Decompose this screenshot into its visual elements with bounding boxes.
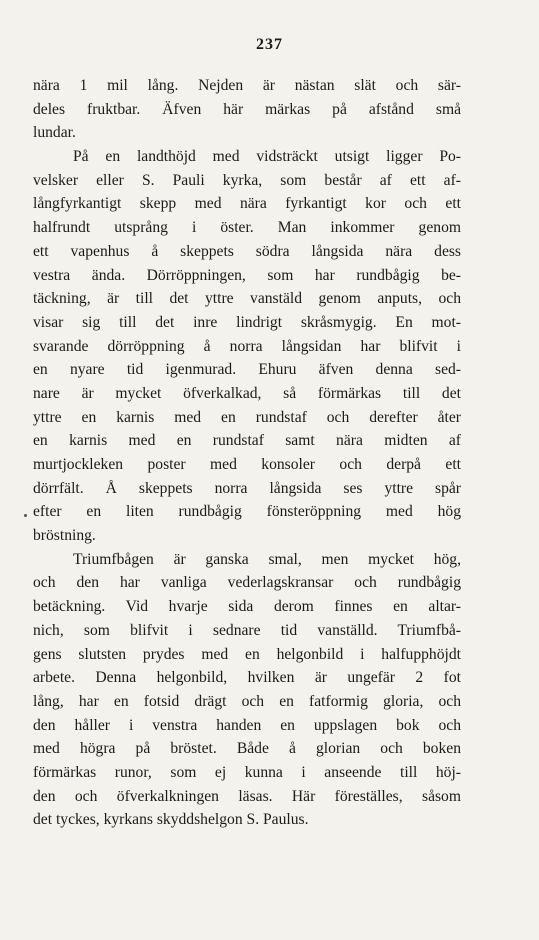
body-text bbox=[33, 74, 461, 832]
text-line: långfyrkantigt skepp med nära fyrkantigt kor och ett bbox=[33, 195, 461, 213]
text-line: lundar. bbox=[33, 124, 76, 142]
text-line: svarande dörröppning å norra långsidan har blifvit i bbox=[33, 337, 461, 355]
text-line: gens slutsten prydes med en helgonbild i halfupphöjdt bbox=[33, 645, 461, 663]
text-line: efter en liten rundbågig fönsteröppning med hög bbox=[33, 503, 461, 521]
text-line: med högra på bröstet. Både å glorian och boken bbox=[33, 740, 461, 758]
text-line: arbete. Denna helgonbild, hvilken är ungefär 2 fot bbox=[33, 669, 461, 687]
text-line: den håller i venstra handen en uppslagen bok och bbox=[33, 716, 461, 734]
text-line: På en landthöjd med vidsträckt utsigt ligger Po- bbox=[73, 148, 461, 166]
text-line: yttre en karnis med en rundstaf och derefter åter bbox=[33, 408, 461, 426]
text-line: det tyckes, kyrkans skyddshelgon S. Paulus. bbox=[33, 811, 309, 829]
text-line: halfrundt utsprång i öster. Man inkommer genom bbox=[33, 219, 461, 237]
text-line: den och öfverkalkningen läsas. Här föreställes, såsom bbox=[33, 787, 461, 805]
text-line: murtjockleken poster med konsoler och derpå ett bbox=[33, 456, 461, 473]
text-line: förmärkas runor, som ej kunna i anseende till höj- bbox=[33, 763, 461, 781]
text-line: nich, som blifvit i sednare tid vanställd. Triumfbå- bbox=[33, 621, 461, 639]
page-number: 237 bbox=[256, 36, 283, 53]
text-line: deles fruktbar. Äfven här märkas på afstånd små bbox=[33, 100, 461, 118]
text-line: en karnis med en rundstaf samt nära midten af bbox=[33, 432, 461, 450]
text-line: en nyare tid igenmurad. Ehuru äfven denna sed- bbox=[33, 361, 461, 379]
text-line: vestra ända. Dörröppningen, som har rundbågig be- bbox=[33, 266, 461, 284]
text-line: betäckning. Vid hvarje sida derom finnes en altar- bbox=[33, 598, 461, 616]
text-line: och den har vanliga vederlagskransar och rundbågig bbox=[33, 574, 461, 592]
text-line: nära 1 mil lång. Nejden är nästan slät och sär- bbox=[33, 77, 461, 94]
text-line: velsker eller S. Pauli kyrka, som består af ett af- bbox=[33, 171, 461, 189]
text-line: ett vapenhus å skeppets södra långsida nära dess bbox=[33, 242, 461, 260]
margin-speck bbox=[24, 514, 27, 517]
text-line: lång, har en fotsid drägt och en fatformig gloria, och bbox=[33, 692, 461, 710]
text-line: visar sig till det inre lindrigt skråsmygig. En mot- bbox=[33, 313, 461, 331]
text-line: Triumfbågen är ganska smal, men mycket hög, bbox=[73, 550, 461, 568]
text-line: täckning, är till det yttre vanstäld genom anputs, och bbox=[33, 290, 461, 308]
text-line: nare är mycket öfverkalkad, så förmärkas till det bbox=[33, 384, 461, 402]
text-line: dörrfält. Å skeppets norra långsida ses yttre spår bbox=[33, 479, 461, 497]
text-line: bröstning. bbox=[33, 527, 96, 545]
